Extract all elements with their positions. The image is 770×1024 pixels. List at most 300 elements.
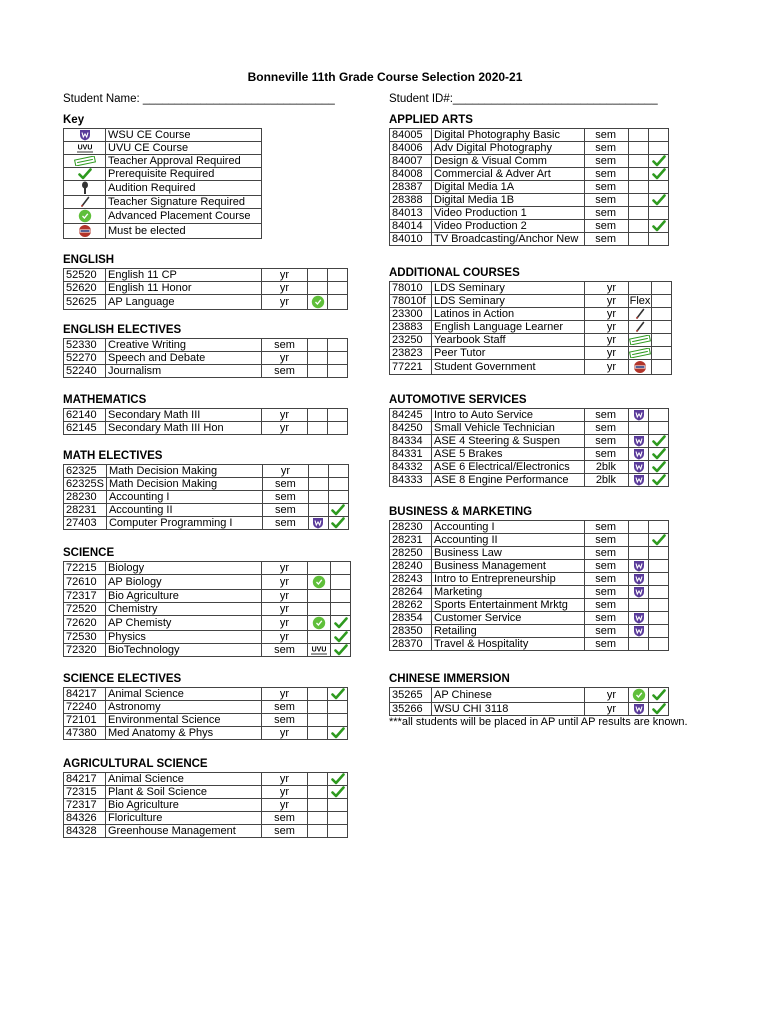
empty-cell [331, 562, 351, 575]
course-row[interactable] [390, 599, 669, 612]
course-name: Bio Agriculture [106, 590, 262, 603]
course-row[interactable] [64, 799, 348, 812]
course-row[interactable] [64, 603, 351, 616]
course-length: sem [262, 339, 308, 352]
key-row [64, 142, 262, 155]
approved-stamp-icon [64, 155, 106, 168]
key-label: Prerequisite Required [106, 168, 262, 181]
course-row[interactable] [64, 688, 348, 701]
course-name: Intro to Entrepreneurship [432, 573, 585, 586]
wsu-icon [629, 560, 649, 573]
empty-cell [629, 233, 649, 246]
section-english-electives [63, 324, 348, 378]
course-code: 27403 [64, 517, 107, 530]
empty-cell [308, 422, 328, 435]
course-name: Digital Media 1B [432, 194, 585, 207]
course-length: sem [585, 207, 629, 220]
checkmark-icon [328, 517, 348, 530]
course-row[interactable] [390, 347, 672, 360]
section-title: AGRICULTURAL SCIENCE [63, 758, 208, 770]
course-length: yr [262, 562, 308, 575]
course-code: 72520 [64, 603, 106, 616]
course-code: 35265 [390, 688, 432, 703]
course-row[interactable] [390, 282, 672, 295]
course-name: English 11 Honor [106, 282, 262, 295]
course-length: yr [262, 352, 308, 365]
course-length: sem [585, 129, 629, 142]
course-row[interactable] [390, 220, 669, 233]
course-name: LDS Seminary [432, 282, 585, 295]
empty-cell [308, 786, 328, 799]
course-length: sem [262, 825, 308, 838]
course-code: 28264 [390, 586, 432, 599]
wsu-icon [629, 573, 649, 586]
checkmark-icon [649, 461, 669, 474]
course-length: yr [262, 603, 308, 616]
course-name: Retailing [432, 625, 585, 638]
course-row[interactable] [390, 155, 669, 168]
checkmark-icon [328, 773, 348, 786]
empty-cell [649, 142, 669, 155]
empty-cell [328, 812, 348, 825]
course-table [63, 338, 348, 378]
course-row[interactable] [64, 409, 348, 422]
section-science [63, 547, 351, 657]
course-name: ASE 5 Brakes [432, 448, 585, 461]
course-name: Intro to Auto Service [432, 409, 585, 422]
course-name: Journalism [106, 365, 262, 378]
course-row[interactable] [390, 207, 669, 220]
course-row[interactable] [64, 352, 348, 365]
course-row[interactable] [390, 474, 669, 487]
course-length: yr [262, 786, 308, 799]
wsu-icon [308, 517, 328, 530]
checkmark-icon [328, 727, 348, 740]
wsu-icon [629, 435, 649, 448]
empty-cell [308, 465, 328, 478]
course-length: sem [585, 220, 629, 233]
course-name: Travel & Hospitality [432, 638, 585, 651]
course-row[interactable] [64, 365, 348, 378]
course-row[interactable] [390, 142, 669, 155]
empty-cell [649, 207, 669, 220]
course-row[interactable] [64, 295, 348, 310]
course-row[interactable] [390, 181, 669, 194]
course-row[interactable] [390, 360, 672, 375]
course-row[interactable] [64, 269, 348, 282]
course-length: yr [262, 631, 308, 644]
empty-cell [629, 194, 649, 207]
wsu-icon [629, 409, 649, 422]
course-row[interactable] [64, 478, 349, 491]
microphone-icon [64, 181, 106, 196]
course-length: yr [262, 727, 308, 740]
course-code: 72215 [64, 562, 106, 575]
course-row[interactable] [390, 435, 669, 448]
course-length: yr [585, 688, 629, 703]
uvu-icon [64, 142, 106, 155]
student-name-field[interactable]: Student Name: ______________________________ [63, 93, 335, 105]
empty-cell [652, 321, 672, 334]
course-row[interactable] [390, 625, 669, 638]
course-row[interactable] [390, 586, 669, 599]
key-label: Audition Required [106, 181, 262, 196]
course-code: 28354 [390, 612, 432, 625]
course-row[interactable] [390, 422, 669, 435]
checkmark-icon [649, 220, 669, 233]
course-row[interactable] [390, 308, 672, 321]
course-name: Marketing [432, 586, 585, 599]
course-code: 28231 [64, 504, 107, 517]
empty-cell [629, 220, 649, 233]
course-length: sem [585, 547, 629, 560]
section-title: AUTOMOTIVE SERVICES [389, 394, 527, 406]
empty-cell [649, 638, 669, 651]
checkmark-icon [64, 168, 106, 181]
empty-cell [308, 282, 328, 295]
course-row[interactable] [390, 703, 669, 716]
course-row[interactable] [64, 701, 348, 714]
course-name: Computer Programming I [106, 517, 262, 530]
course-code: 72101 [64, 714, 106, 727]
empty-cell [649, 181, 669, 194]
course-row[interactable] [64, 422, 348, 435]
empty-cell [629, 181, 649, 194]
empty-cell [308, 352, 328, 365]
empty-cell [328, 339, 348, 352]
empty-cell [308, 812, 328, 825]
course-name: Business Management [432, 560, 585, 573]
course-code: 28243 [390, 573, 432, 586]
course-row[interactable] [64, 339, 348, 352]
course-row[interactable] [390, 409, 669, 422]
course-row[interactable] [64, 773, 348, 786]
empty-cell [308, 269, 328, 282]
empty-cell [308, 631, 331, 644]
empty-cell [328, 282, 348, 295]
approved-stamp-icon [629, 334, 652, 347]
checkmark-icon [649, 534, 669, 547]
course-length: sem [585, 534, 629, 547]
key-row [64, 196, 262, 209]
wsu-icon [629, 474, 649, 487]
empty-cell [328, 799, 348, 812]
course-name: Design & Visual Comm [432, 155, 585, 168]
empty-cell [308, 562, 331, 575]
course-code: 62145 [64, 422, 106, 435]
course-name: Speech and Debate [106, 352, 262, 365]
course-code: 52240 [64, 365, 106, 378]
empty-cell [328, 491, 348, 504]
course-length: yr [262, 465, 308, 478]
course-name: AP Chemisty [106, 616, 262, 631]
empty-cell [649, 129, 669, 142]
course-length: yr [262, 773, 308, 786]
empty-cell [328, 409, 348, 422]
course-table [389, 687, 669, 716]
course-row[interactable] [390, 688, 669, 703]
course-row[interactable] [390, 129, 669, 142]
course-length: sem [585, 233, 629, 246]
course-row[interactable] [64, 825, 348, 838]
course-row[interactable] [64, 812, 348, 825]
course-name: Digital Photography Basic [432, 129, 585, 142]
course-code: 47380 [64, 727, 106, 740]
course-row[interactable] [390, 638, 669, 651]
course-code: 52620 [64, 282, 106, 295]
empty-cell [629, 282, 652, 295]
course-code: 52625 [64, 295, 106, 310]
course-row[interactable] [64, 786, 348, 799]
key-row [64, 181, 262, 196]
course-code: 78010 [390, 282, 432, 295]
empty-cell [629, 547, 649, 560]
empty-cell [652, 308, 672, 321]
course-name: AP Chinese [432, 688, 585, 703]
course-name: ASE 8 Engine Performance [432, 474, 585, 487]
course-row[interactable] [390, 233, 669, 246]
empty-cell [331, 590, 351, 603]
course-row[interactable] [390, 448, 669, 461]
checkmark-icon [649, 474, 669, 487]
course-code: 84006 [390, 142, 432, 155]
course-name: AP Language [106, 295, 262, 310]
empty-cell [308, 603, 331, 616]
key-label: Advanced Placement Course [106, 209, 262, 224]
course-name: Student Government [432, 360, 585, 375]
course-code: 23883 [390, 321, 432, 334]
course-row[interactable] [64, 562, 351, 575]
course-length: yr [262, 590, 308, 603]
course-code: 84326 [64, 812, 106, 825]
course-length: sem [585, 612, 629, 625]
empty-cell [308, 504, 328, 517]
course-row[interactable] [64, 616, 351, 631]
flex-label: Flex [629, 295, 651, 307]
empty-cell [328, 701, 348, 714]
empty-cell [328, 478, 348, 491]
section-automotive-services [389, 394, 669, 487]
course-code: 28262 [390, 599, 432, 612]
wsu-icon [629, 625, 649, 638]
course-table [389, 128, 669, 246]
course-code: 35266 [390, 703, 432, 716]
section-applied-arts [389, 114, 669, 246]
empty-cell [652, 295, 672, 308]
section-title: BUSINESS & MARKETING [389, 506, 533, 518]
course-code: 78010f [390, 295, 432, 308]
empty-cell [308, 727, 328, 740]
course-row[interactable] [64, 727, 348, 740]
course-row[interactable] [390, 334, 672, 347]
elected-icon [64, 224, 106, 239]
empty-cell [652, 347, 672, 360]
empty-cell [308, 478, 328, 491]
checkmark-icon [328, 786, 348, 799]
empty-cell [328, 269, 348, 282]
course-length: sem [262, 517, 308, 530]
ap-placement-note: ***all students will be placed in AP until AP results are known. [389, 716, 688, 728]
course-length: yr [585, 703, 629, 716]
course-length: sem [585, 142, 629, 155]
ap-icon [64, 209, 106, 224]
section-mathematics [63, 394, 348, 435]
empty-cell [649, 233, 669, 246]
course-row[interactable] [390, 295, 672, 308]
section-title: SCIENCE ELECTIVES [63, 673, 182, 685]
course-length: yr [585, 334, 629, 347]
course-length: sem [262, 504, 308, 517]
empty-cell [308, 339, 328, 352]
section-additional-courses [389, 267, 672, 375]
course-length: sem [262, 644, 308, 657]
course-length: sem [262, 701, 308, 714]
empty-cell [308, 688, 328, 701]
empty-cell [629, 142, 649, 155]
wsu-icon [64, 129, 106, 142]
course-code: 62325S [64, 478, 107, 491]
course-row[interactable] [64, 631, 351, 644]
course-code: 84008 [390, 168, 432, 181]
course-length: yr [262, 295, 308, 310]
course-row[interactable] [64, 575, 351, 590]
course-length: sem [585, 586, 629, 599]
course-name: Small Vehicle Technician [432, 422, 585, 435]
course-row[interactable] [390, 560, 669, 573]
course-row[interactable] [390, 461, 669, 474]
course-name: Peer Tutor [432, 347, 585, 360]
course-code: 28350 [390, 625, 432, 638]
course-code: 77221 [390, 360, 432, 375]
empty-cell [649, 573, 669, 586]
course-code: 84013 [390, 207, 432, 220]
course-row[interactable] [390, 521, 669, 534]
section-chinese-immersion [389, 673, 669, 716]
course-code: 23300 [390, 308, 432, 321]
wsu-icon [629, 586, 649, 599]
course-name: WSU CHI 3118 [432, 703, 585, 716]
course-name: Video Production 1 [432, 207, 585, 220]
key-title: Key [63, 114, 85, 126]
section-title: MATH ELECTIVES [63, 450, 163, 462]
course-row[interactable] [64, 282, 348, 295]
course-row[interactable] [390, 321, 672, 334]
empty-cell [308, 365, 328, 378]
course-code: 72315 [64, 786, 106, 799]
course-length: 2blk [585, 474, 629, 487]
course-length: yr [262, 269, 308, 282]
section-title: ADDITIONAL COURSES [389, 267, 520, 279]
empty-cell [629, 129, 649, 142]
course-code: 62140 [64, 409, 106, 422]
course-code: 84332 [390, 461, 432, 474]
course-row[interactable] [64, 644, 351, 657]
course-code: 28231 [390, 534, 432, 547]
empty-cell [331, 575, 351, 590]
course-name: Biology [106, 562, 262, 575]
wsu-icon [629, 703, 649, 716]
course-code: 72320 [64, 644, 106, 657]
course-code: 84010 [390, 233, 432, 246]
course-length: yr [585, 360, 629, 375]
course-row[interactable] [64, 517, 349, 530]
course-length: sem [262, 491, 308, 504]
checkmark-icon [649, 688, 669, 703]
key-table [63, 128, 262, 239]
empty-cell [308, 799, 328, 812]
course-code: 23823 [390, 347, 432, 360]
course-name: AP Biology [106, 575, 262, 590]
course-length: yr [262, 422, 308, 435]
course-code: 28387 [390, 181, 432, 194]
course-row[interactable] [390, 612, 669, 625]
course-name: BioTechnology [106, 644, 262, 657]
course-row[interactable] [64, 465, 349, 478]
course-length: sem [585, 181, 629, 194]
course-length: sem [585, 599, 629, 612]
section-title: ENGLISH [63, 254, 115, 266]
course-length: sem [585, 573, 629, 586]
course-length: sem [262, 714, 308, 727]
key-section [63, 114, 262, 239]
ap-icon [308, 575, 331, 590]
course-row[interactable] [64, 504, 349, 517]
course-name: Math Decision Making [106, 465, 262, 478]
ap-icon [629, 688, 649, 703]
course-row[interactable] [390, 573, 669, 586]
empty-cell [629, 521, 649, 534]
course-row[interactable] [64, 590, 351, 603]
key-row [64, 224, 262, 239]
section-title: CHINESE IMMERSION [389, 673, 510, 685]
student-id-field[interactable]: Student ID#:________________________________ [389, 93, 658, 105]
course-row[interactable] [390, 547, 669, 560]
uvu-icon [308, 644, 331, 657]
course-table [63, 464, 349, 530]
empty-cell [629, 638, 649, 651]
course-code: 84328 [64, 825, 106, 838]
wsu-icon [629, 461, 649, 474]
empty-cell [649, 625, 669, 638]
course-table [63, 408, 348, 435]
course-row[interactable] [390, 194, 669, 207]
checkmark-icon [328, 504, 348, 517]
course-code: 28230 [64, 491, 107, 504]
empty-cell [649, 612, 669, 625]
course-length: sem [585, 625, 629, 638]
elected-icon [629, 360, 652, 375]
wsu-icon [629, 612, 649, 625]
section-english [63, 254, 348, 310]
course-row[interactable] [390, 534, 669, 547]
empty-cell [649, 521, 669, 534]
empty-cell [649, 599, 669, 612]
key-row [64, 168, 262, 181]
course-table [63, 561, 351, 657]
course-code: 72610 [64, 575, 106, 590]
course-name: Med Anatomy & Phys [106, 727, 262, 740]
empty-cell [328, 295, 348, 310]
course-row[interactable] [64, 491, 349, 504]
course-row[interactable] [64, 714, 348, 727]
course-length: sem [585, 560, 629, 573]
course-table [63, 772, 348, 838]
empty-cell [308, 825, 328, 838]
course-length: yr [585, 282, 629, 295]
course-row[interactable] [390, 168, 669, 181]
course-length: yr [585, 321, 629, 334]
course-length: yr [262, 575, 308, 590]
